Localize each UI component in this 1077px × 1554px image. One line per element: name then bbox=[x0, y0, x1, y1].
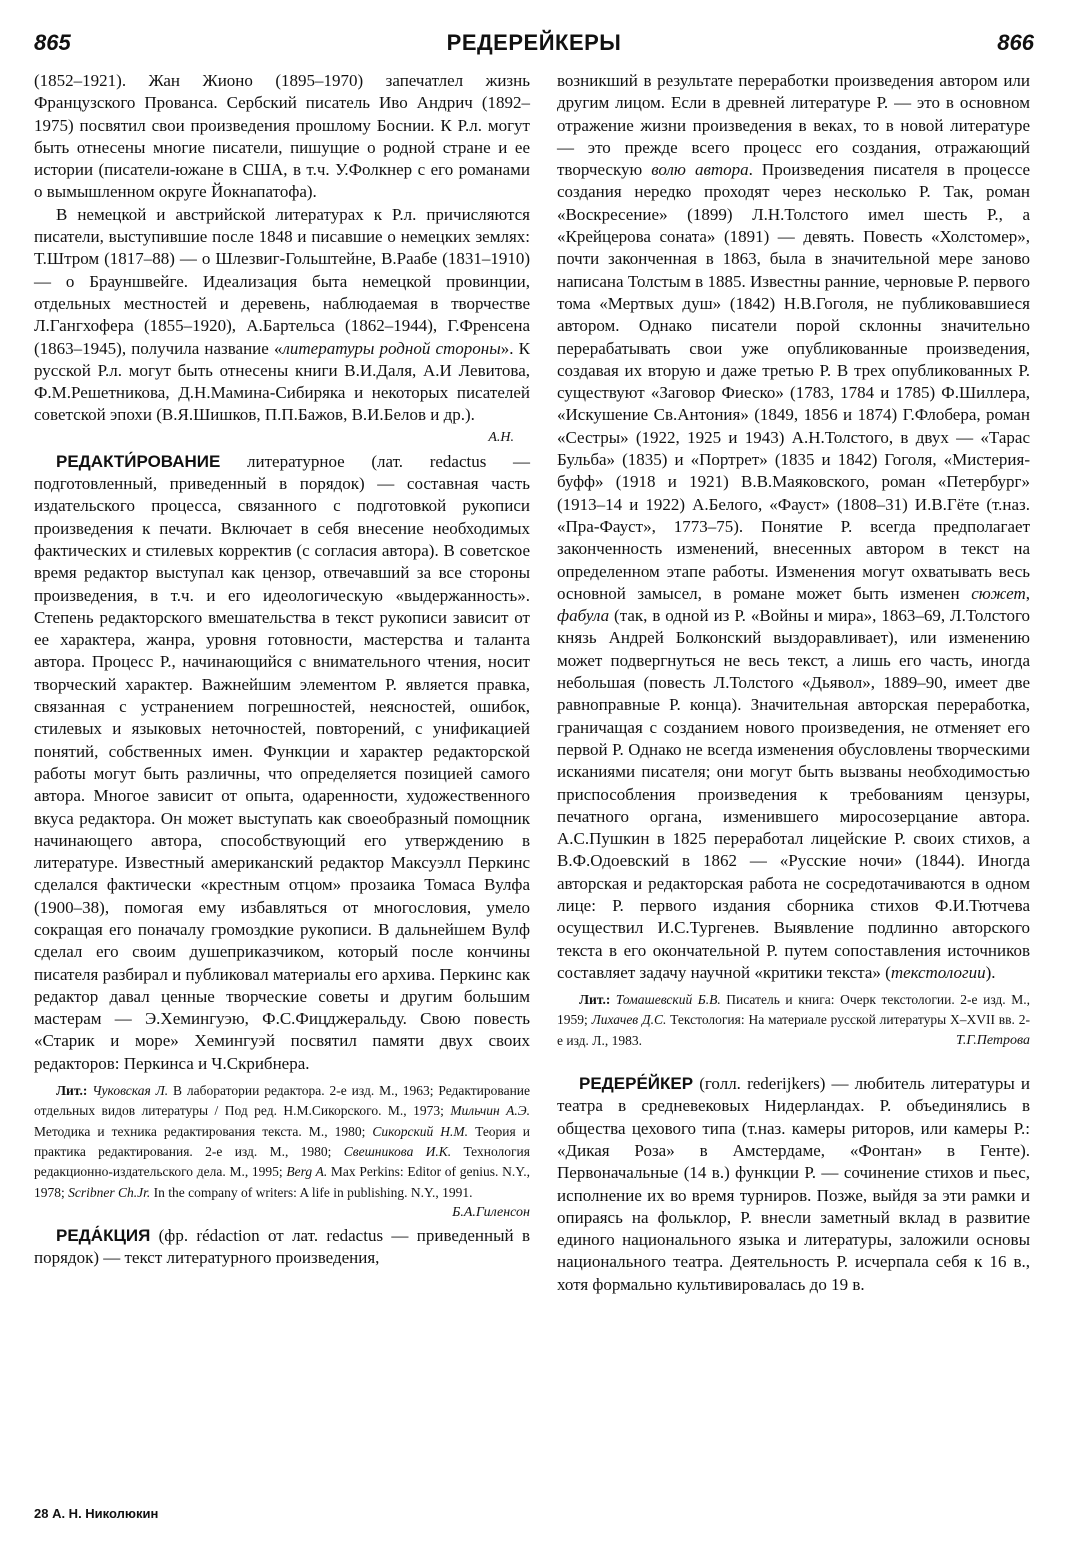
page-number-right: 866 bbox=[997, 30, 1034, 55]
literature-list: Лит.: Томашевский Б.В. Писатель и книга: Очерк текстологии. 2-е изд. М., 1959; Лихачев Д.С. Текстология: На материале русской литературы X–XVII вв. 2-е изд. Л., 1983. Т.Г.Петрова bbox=[557, 990, 1030, 1051]
left-column bbox=[34, 70, 530, 1269]
page-number-left: 865 bbox=[34, 30, 71, 55]
running-head: РЕДЕРЕЙКЕРЫ bbox=[446, 30, 622, 55]
entry-term: РЕДЕРЕ́ЙКЕР bbox=[579, 1074, 694, 1094]
author-signature: Т.Г.Петрова bbox=[955, 1032, 1030, 1048]
entry-term: РЕДАКТИ́РОВАНИЕ bbox=[56, 451, 221, 471]
paragraph: (1852–1921). Жан Жионо (1895–1970) запечатлел жизнь Французского Прованса. Сербский писатель Иво Андрич (1892–1975) посвятил свои произведения прошлому Боснии. К Р.л. могут быть отнесены многие писатели, пишущие о родной стране и ее истории (писатели-южане в США, в т.ч. У.Фолкнер с его романами о вымышленном округе Йокнапатофа). bbox=[34, 71, 530, 202]
entry-redaktirovanie: РЕДАКТИ́РОВАНИЕ литературное (лат. redactus — подготовленный, приведенный в порядок) — составная часть издательского процесса, связанного с подготовкой рукописи произведения к печати. Включает в себя внесение необходимых фактических и стилевых корректив (с согласия автора). В советское время редактор выступал как цензор, отвечавший за все стороны произведения, в т.ч. и его идеологическую «выдержанность». Степень редакторского вмешательства в текст рукописи зависит от ее характера, жанра, уровня готовности, мастерства и таланта автора. Процесс Р., начинающийся с внимательного чтения, носит творческий характер. Важнейшим элементом Р. является правка, связанная с устранением погрешностей, неясностей, ошибок, стилевых и языковых неточностей, повторений, с унификацией понятий, собственных имен. Функции и характер редакторской работы могут быть различны, что определяется позицией самого автора. Многое зависит от опыта, одаренности, художественного вкуса редактора. Он может выступать как своеобразный помощник начинающего автора, способствующий его утверждению в литературе. Известный американский редактор Максуэлл Перкинс сделался фактически «крестным отцом» прозаика Томаса Вулфа (1900–38), помогая ему избавляться от многословия, умело сокращая его поначалу громоздкие рукописи. В дальнейшем Вулф сделал его своим душеприказчиком, который после кончины писателя разбирал и публиковал материалы его архива. Перкинс как редактор давал ценные творческие советы и другим большим мастерам — Э.Хемингуэю, Ф.С.Фицджеральду. Свою повесть «Старик и море» Хемингуэй посвятил памяти двух своих редакторов: Перкинса и Ч.Скрибнера. bbox=[34, 451, 530, 1073]
page-footer: 28 А. Н. Николюкин bbox=[34, 1506, 159, 1521]
entry-redaktsiya: РЕДА́КЦИЯ (фр. rédaction от лат. redactus — приведенный в порядок) — текст литературного произведения, bbox=[34, 1225, 530, 1268]
paragraph: В немецкой и австрийской литературах к Р.л. причисляются писатели, выступившие после 1848 и писавшие о немецких землях: Т.Штром (1817–88) — о Шлезвиг-Гольштейне, В.Раабе (1831–1910) — о Брауншвейге. Идеализация быта немецкой провинции, отдельных местностей и деревень, наблюдаемая в творчестве Л.Гангхофера (1855–1920), А.Бартельса (1862–1944), Г.Френсена (1863–1945), получила название «литературы родной стороны». К русской Р.л. могут быть отнесены книги В.И.Даля, А.И Левитова, Ф.М.Решетникова, Д.Н.Мамина-Сибиряка и некоторых писателей советской эпохи (В.Я.Шишков, П.П.Бажов, В.И.Белов и др.). А.Н. bbox=[34, 204, 530, 427]
author-signature: Б.А.Гиленсон bbox=[452, 1204, 530, 1220]
entry-term: РЕДА́КЦИЯ bbox=[56, 1225, 151, 1245]
literature-list: Лит.: Чуковская Л. В лаборатории редактора. 2-е изд. М., 1963; Редактирование отдельных видов литературы / Под ред. Н.М.Сикорского. М., 1973; Мильчин А.Э. Методика и техника редактирования текста. М., 1980; Сикорский Н.М. Теория и практика редактирования. 2-е изд. М., 1980; Свешникова И.К. Технология редакционно-издательского дела. М., 1995; Berg A. Max Perkins: Editor of genius. N.Y., 1978; Scribner Ch.Jr. In the company of writers: A life in publishing. N.Y., 1991. Б.А.Гиленсон bbox=[34, 1081, 530, 1203]
paragraph: возникший в результате переработки произведения автором или другим лицом. Если в древней литературе Р. — это в основном отражение жизни произведения в веках, то в новой литературе — это прежде всего процесс его создания, отражающий творческую волю автора. Произведения писателя в процессе создания нередко проходят через несколько Р. Так, роман «Воскресение» (1899) Л.Н.Толстого имел шесть Р., а «Крейцерова соната» (1891) — девять. Повесть «Холстомер», почти законченная в 1863, была в значительной мере заново написана Толстым в 1885. Известны ранние, черновые Р. первого тома «Мертвых душ» (1842) Н.В.Гоголя, не публиковавшиеся автором. Однако писатели порой склонны значительно перерабатывать свои уже опубликованные произведения, создавая их вторую и даже третью Р. В трех опубликованных Р. существуют «Заговор Фиеско» (1783, 1784 и 1785) Ф.Шиллера, «Искушение Св.Антония» (1849, 1856 и 1874) Г.Флобера, роман «Сестры» (1922, 1925 и 1943) А.Н.Толстого, в двух — «Тарас Бульба» (1835) и «Портрет» (1835 и 1842) Гоголя, «Мистерия-буфф» (1918 и 1921) В.В.Маяковского, роман «Петербург» (1913–14 и 1922) А.Белого, «Фауст» (1808–31) И.В.Гёте (т.наз. «Пра-Фауст», 1773–75). Понятие Р. всегда предполагает законченность изменений, внесенных автором в текст на определенном этапе работы. Изменения могут охватывать весь основной замысел, в романе может быть изменен сюжет, фабула (так, в одной из Р. «Войны и мира», 1863–69, Л.Толстого князь Андрей Болконский выздоравливает), или изменению может подвергнуться не весь текст, а лишь его часть, иногда небольшая (повесть Л.Толстого «Дьявол», 1889–90, имеет две равноправные Р. конца). Значительная авторская переработка, граничащая с созданием нового произведения, не отменяет его первой Р. Однако не всегда изменения обусловлены творческими исканиями писателя; они могут быть вызваны необходимостью приспособления произведения к требованиям цензуры, печатного органа, изменившего миросозерцание автора. А.С.Пушкин в 1825 переработал лицейские Р. своих стихов, а В.Ф.Одоевский в 1862 — «Русские ночи» (1844). Иногда авторская и редакторская работа не сосредотачиваются в одном лице: Р. первого издания сборника стихов Ф.И.Тютчева осуществил И.С.Тургенев. Выявление подлинно авторского текста в его окончательной Р. путем сопоставления источников составляет задачу научной «критики текста» (текстологии). bbox=[557, 71, 1030, 982]
author-signature: А.Н. bbox=[488, 429, 514, 445]
entry-rederejker: РЕДЕРЕ́ЙКЕР (голл. rederijkers) — любитель литературы и театра в средневековых Нидерландах. Р. объединялись в общества цехового типа (т.наз. камеры риторов, или камеры Р.: «Дикая Роза» в Амстердаме, «Фонтан» в Генте). Первоначальные (14 в.) функции Р. — сочинение стихов и пьес, исполнение их во время турниров. Позже, выйдя за эти рамки и опираясь на фольклор, Р. внесли заметный вклад в развитие единого национального языка и литературы, заложили основы национального театра. Деятельность Р. исчерпала себя к 16 в., хотя формально культивировалась до 19 в. bbox=[557, 1074, 1030, 1294]
right-column bbox=[557, 70, 1030, 1296]
page-header bbox=[34, 30, 1034, 66]
